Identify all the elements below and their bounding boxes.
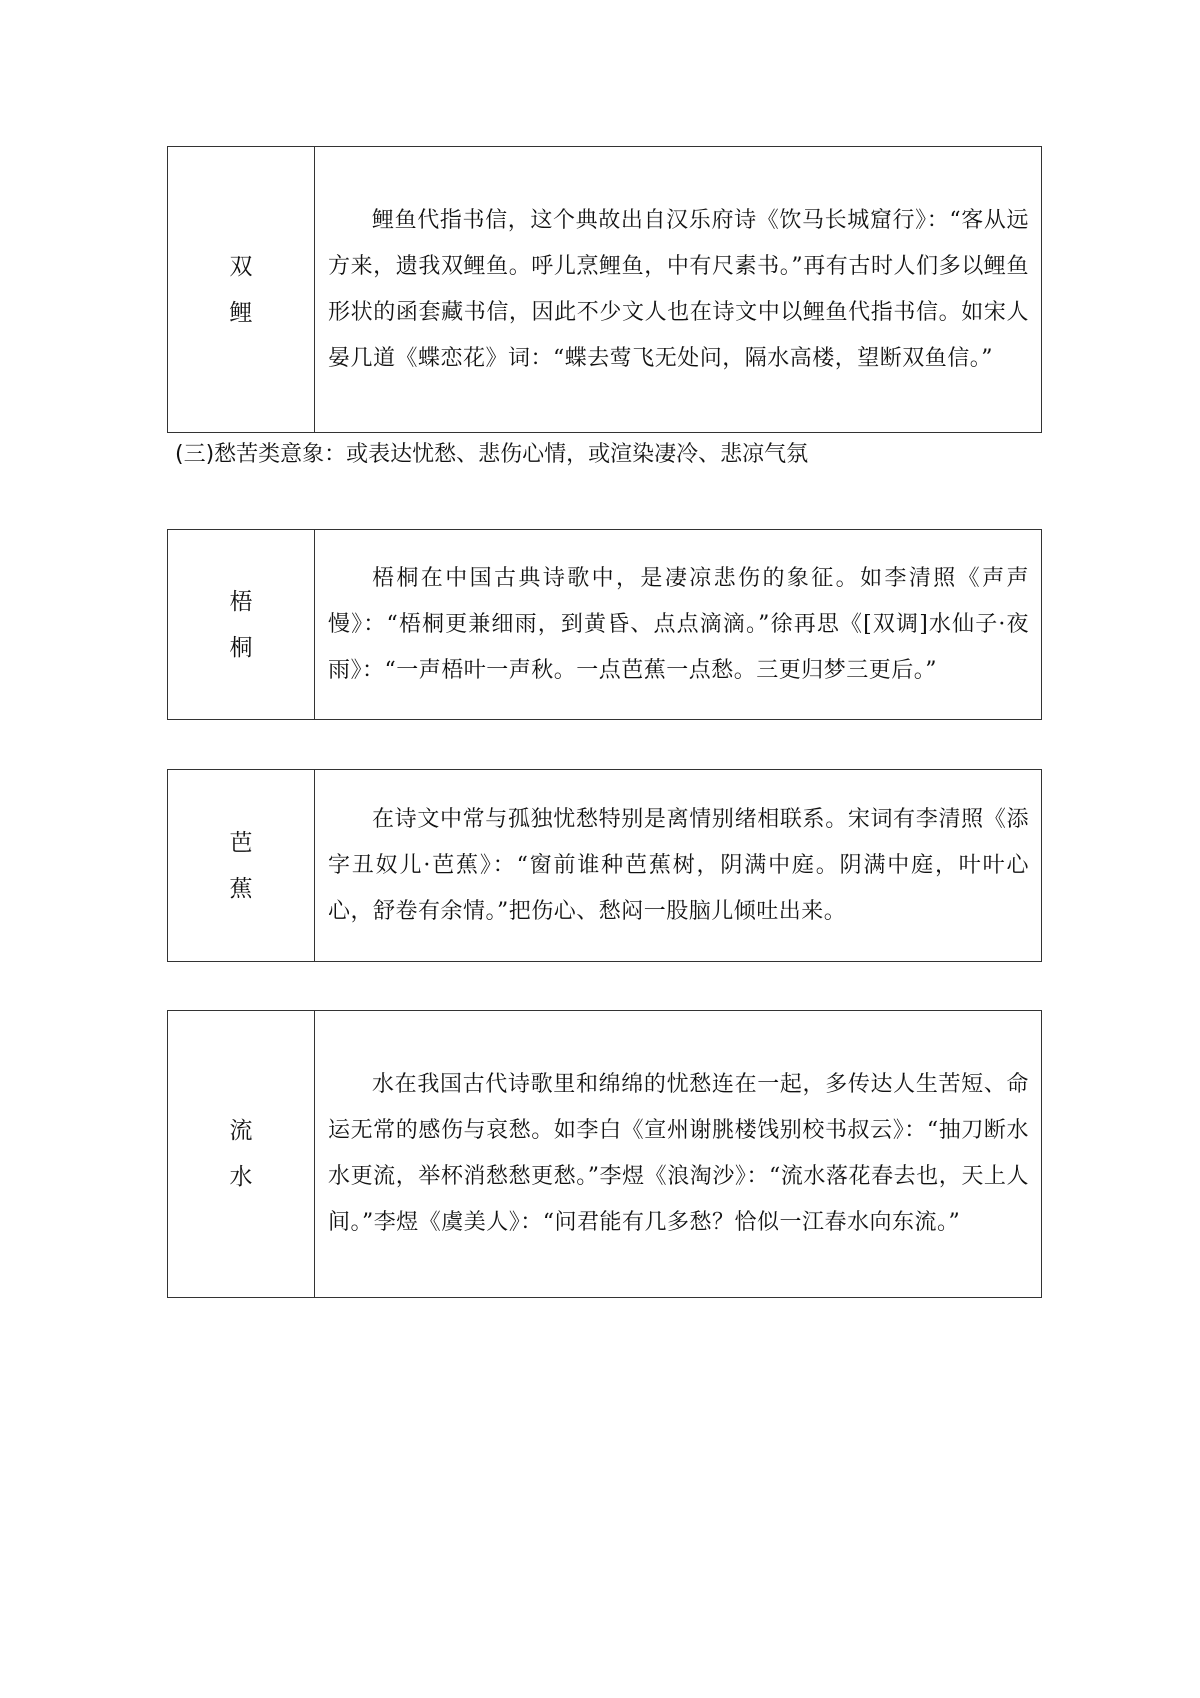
description-text: 在诗文中常与孤独忧愁特别是离情别绪相联系。宋词有李清照《添字丑奴儿·芭蕉》：“窗前谁种芭蕉树，阴满中庭。阴满中庭，叶叶心心，舒卷有余情。”把伤心、愁闷一股脑儿倾吐出来。 [328,806,1029,924]
term-label: 芭蕉 [229,829,253,902]
section-label: (三)愁苦类意象： [175,442,347,467]
description-text: 梧桐在中国古典诗歌中，是凄凉悲伤的象征。如李清照《声声慢》：“梧桐更兼细雨，到黄昏、点点滴滴。”徐再思《[双调]水仙子·夜雨》：“一声梧叶一声秋。一点芭蕉一点愁。三更归梦三更后。” [328,565,1029,683]
description-cell [315,770,1041,961]
term-label: 双鲤 [229,253,253,326]
description-cell [315,530,1041,719]
term-label: 流水 [229,1118,253,1190]
entry-box-wutong [167,529,1042,720]
entry-box-shuangli [167,146,1042,433]
description-text: 鲤鱼代指书信，这个典故出自汉乐府诗《饮马长城窟行》：“客从远方来，遗我双鲤鱼。呼儿烹鲤鱼，中有尺素书。”再有古时人们多以鲤鱼形状的函套藏书信，因此不少文人也在诗文中以鲤鱼代指书信。如宋人晏几道《蝶恋花》词：“蝶去莺飞无处问，隔水高楼，望断双鱼信。” [328,207,1029,371]
term-cell [168,147,315,432]
entry-box-liushui [167,1010,1042,1298]
entry-box-bajiao [167,769,1042,962]
description-cell [315,1011,1041,1297]
description-cell [315,147,1041,432]
term-cell [168,530,315,719]
description-text: 水在我国古代诗歌里和绵绵的忧愁连在一起，多传达人生苦短、命运无常的感伤与哀愁。如李白《宣州谢朓楼饯别校书叔云》：“抽刀断水水更流，举杯消愁愁更愁。”李煜《浪淘沙》：“流水落花春去也，天上人间。”李煜《虞美人》：“问君能有几多愁？恰似一江春水向东流。” [328,1072,1029,1235]
term-cell [168,770,315,961]
term-cell [168,1011,315,1297]
term-label: 梧桐 [229,588,253,661]
section-heading [175,440,808,470]
section-text: 或表达忧愁、悲伤心情，或渲染凄冷、悲凉气氛 [346,442,809,467]
